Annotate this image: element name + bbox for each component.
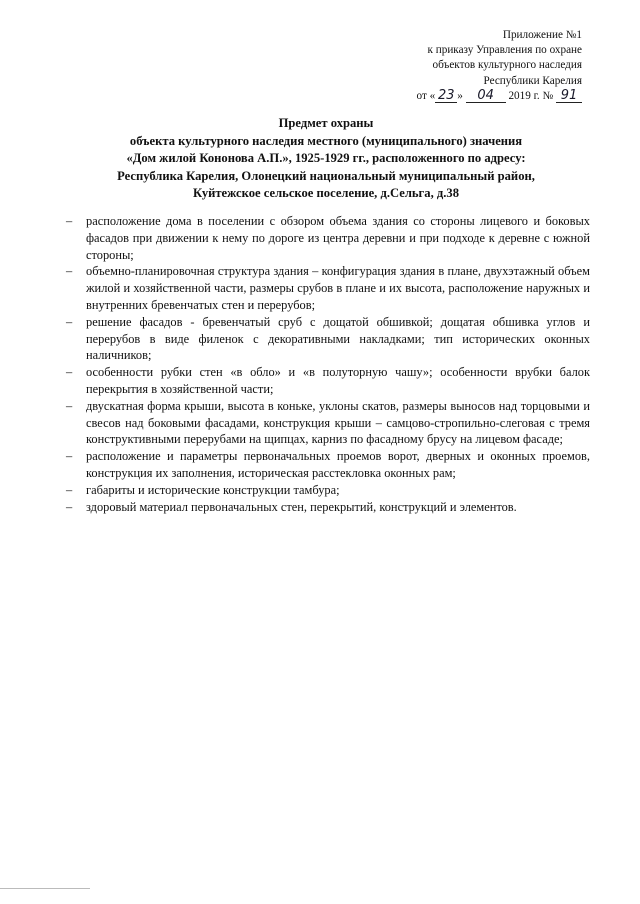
appendix-department: объектов культурного наследия [432, 59, 582, 72]
list-item-text: двускатная форма крыши, высота в коньке, уклоны скатов, размеры выносов над торцовыми и свесов над боковыми фасадами, конструкция крыши – самцово-стропильно-слеговая с тремя конструктивными перерубами на щипцах, карниз по фасадному брусу на лицевом фасаде; [86, 398, 590, 447]
handwritten-order-number: 91 [556, 89, 582, 103]
list-item [66, 448, 590, 482]
appendix-title: Приложение №1 [502, 29, 582, 41]
title-line-2: объекта культурного наследия местного (муниципального) значения [129, 133, 523, 148]
list-dash: – [66, 365, 73, 380]
handwritten-month: 04 [466, 89, 506, 103]
list-item [66, 314, 590, 364]
protection-items-list [66, 213, 590, 515]
year-and-number-label: 2019 г. № [508, 89, 554, 102]
list-item [66, 263, 590, 313]
title-line-5: Куйтежское сельское поселение, д.Сельга, д.38 [193, 186, 459, 201]
handwritten-day: 23 [435, 89, 457, 103]
list-dash: – [66, 314, 73, 329]
list-dash: – [66, 499, 73, 514]
list-item [66, 213, 590, 263]
list-item-text: особенности рубки стен «в обло» и «в полуторную чашу»; особенности врубки балок перекрытия в хозяйственной части; [86, 365, 590, 396]
list-dash: – [66, 449, 73, 464]
list-item [66, 482, 590, 499]
list-item [66, 398, 590, 448]
appendix-order-ref: к приказу Управления по охране [427, 44, 582, 57]
scan-edge-line [0, 888, 90, 889]
date-close-quote: » [457, 89, 463, 102]
date-prefix: от « [416, 89, 436, 102]
list-item-text: габариты и исторические конструкции тамбура; [86, 482, 340, 497]
list-dash: – [66, 398, 73, 413]
title-line-3: «Дом жилой Кононова А.П.», 1925-1929 гг., расположенного по адресу: [126, 151, 526, 166]
list-dash: – [66, 264, 73, 279]
appendix-date-line [417, 89, 582, 104]
title-line-1: Предмет охраны [278, 116, 374, 130]
list-item [66, 364, 590, 398]
title-line-4: Республика Карелия, Олонецкий национальный муниципальный район, [117, 168, 535, 183]
document-title [60, 115, 592, 203]
list-item-text: решение фасадов - бревенчатый сруб с дощатой обшивкой; дощатая обшивка углов и перерубов в виде филенок с декоративными накладками; тип исторических оконных наличников; [86, 314, 590, 363]
list-item-text: объемно-планировочная структура здания – конфигурация здания в плане, двухэтажный объем жилой и хозяйственной части, размеры срубов в плане и их высота, расположение наружных и внутренних бревенчатых стен и перерубов; [86, 264, 590, 312]
appendix-header [417, 28, 582, 104]
list-item-text: расположение и параметры первоначальных проемов ворот, дверных и оконных проемов, конструкция их заполнения, историческая расстекловка оконных рам; [86, 449, 590, 480]
list-dash: – [66, 214, 73, 228]
list-item-text: здоровый материал первоначальных стен, перекрытий, конструкций и элементов. [86, 499, 517, 514]
appendix-region: Республики Карелия [483, 74, 582, 87]
list-dash: – [66, 482, 73, 497]
list-item-text: расположение дома в поселении с обзором объема здания со стороны лицевого и боковых фасадов при движении к нему по дороге из центра деревни и при подходе к деревне с южной стороны; [86, 214, 590, 262]
list-item [66, 499, 590, 516]
